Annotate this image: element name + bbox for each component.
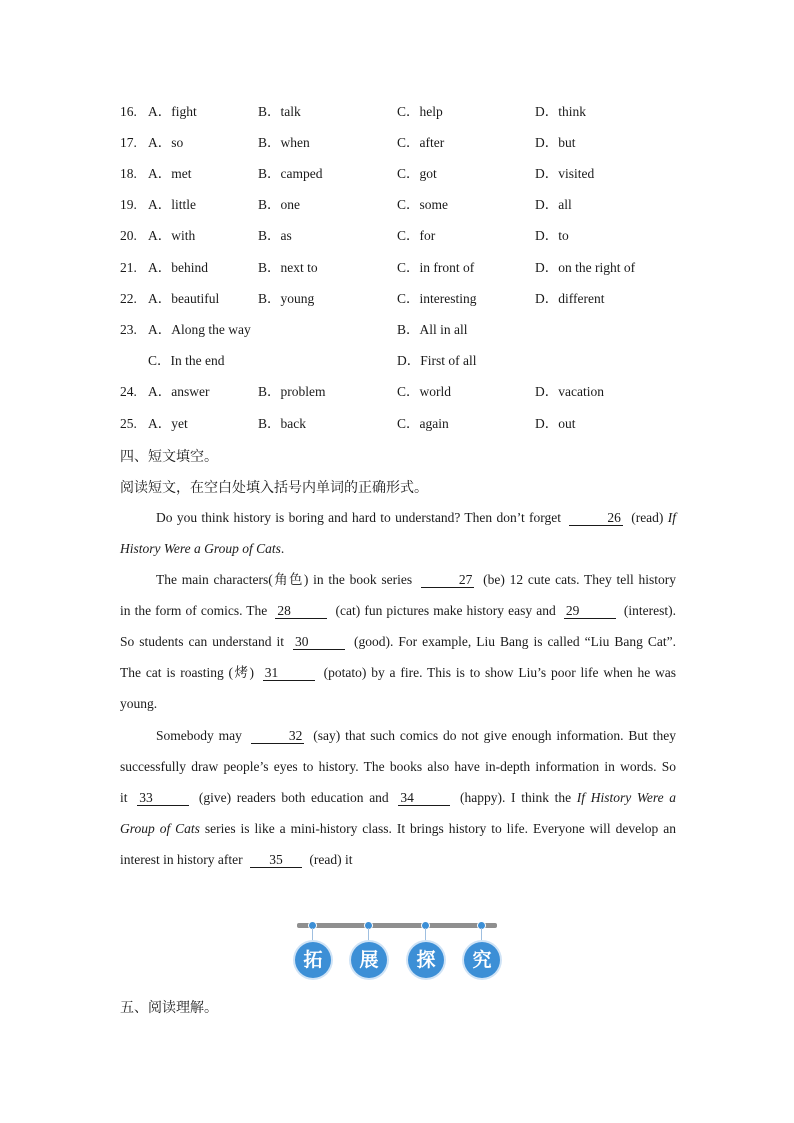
option-a: A．answer [148, 384, 210, 399]
text: (read) [631, 510, 664, 525]
option-c: C．In the end [148, 353, 225, 368]
text: . [280, 541, 285, 556]
text: (good). For example, Liu Bang is called “Liu Bang Cat”. [353, 634, 677, 649]
question-number: 20. [120, 228, 137, 243]
section-5-title: 五、阅读理解。 [120, 1000, 218, 1016]
blank-27[interactable]: 27 [421, 573, 475, 588]
option-a: A．yet [148, 416, 188, 431]
option-b: B．young [258, 291, 315, 306]
text: (read) it [309, 852, 353, 867]
text: series is like a mini-history class. It brings history to life. Everyone will develop an [204, 821, 676, 836]
question-number: 21. [120, 260, 137, 275]
option-b: B．one [258, 197, 300, 212]
blank-32[interactable]: 32 [251, 729, 305, 744]
option-b: B．problem [258, 384, 326, 399]
option-b: B．as [258, 228, 292, 243]
book-title-italic: If [667, 510, 677, 525]
paragraph-1 [120, 502, 676, 564]
book-title-italic: If History Were a [576, 790, 677, 805]
badge-char: 究 [464, 942, 500, 978]
option-d: D．to [535, 228, 569, 243]
option-a: A．behind [148, 260, 208, 275]
option-d: D．on the right of [535, 260, 636, 275]
option-c: C．for [397, 228, 436, 243]
text: (interest). [623, 603, 677, 618]
option-a: A．with [148, 228, 196, 243]
banner-bar [297, 923, 497, 928]
question-number: 25. [120, 416, 137, 431]
paragraph-3 [120, 720, 676, 875]
option-b: B．All in all [397, 322, 468, 337]
option-d: D．but [535, 135, 576, 150]
option-c: C．again [397, 416, 449, 431]
blank-34[interactable]: 34 [398, 791, 450, 806]
text: (happy). I think the [460, 790, 572, 805]
paragraph-2 [120, 564, 676, 719]
option-c: C．in front of [397, 260, 475, 275]
option-c: C．interesting [397, 291, 477, 306]
option-b: B．talk [258, 104, 301, 119]
badge-char: 展 [351, 942, 387, 978]
banner-stem [481, 928, 482, 943]
book-title-italic: Group of Cats [120, 821, 200, 836]
section-4-instruction: 阅读短文，在空白处填入括号内单词的正确形式。 [120, 480, 428, 496]
option-c: C．world [397, 384, 451, 399]
blank-33[interactable]: 33 [137, 791, 189, 806]
option-d: D．visited [535, 166, 595, 181]
text: it [120, 790, 128, 805]
option-d: D．different [535, 291, 605, 306]
banner-stem [312, 928, 313, 943]
blank-26[interactable]: 26 [569, 511, 623, 526]
badge-char: 拓 [295, 942, 331, 978]
text: (be) 12 cute cats. They tell history [483, 572, 677, 587]
option-a: A．Along the way [148, 322, 251, 337]
text: Somebody may [156, 728, 242, 743]
option-d: D．vacation [535, 384, 604, 399]
option-d: D．First of all [397, 353, 477, 368]
extension-badge-banner [295, 920, 501, 980]
text: The main characters(角色) in the book series [156, 572, 413, 587]
option-c: C．got [397, 166, 437, 181]
question-number: 17. [120, 135, 137, 150]
option-a: A．so [148, 135, 184, 150]
option-b: B．camped [258, 166, 323, 181]
section-4-title: 四、短文填空。 [120, 449, 218, 465]
blank-30[interactable]: 30 [293, 635, 345, 650]
question-number: 23. [120, 322, 137, 337]
option-b: B．when [258, 135, 310, 150]
text: (cat) fun pictures make history easy and [335, 603, 556, 618]
text: Do you think history is boring and hard to understand? Then don’t forget [156, 510, 562, 525]
text: successfully draw people’s eyes to history. The books also have in-depth information in words. So [120, 759, 676, 774]
question-number: 18. [120, 166, 137, 181]
option-b: B．back [258, 416, 306, 431]
text: (potato) by a fire. This is to show Liu’s poor life when he was [323, 665, 677, 680]
blank-28[interactable]: 28 [275, 604, 327, 619]
option-c: C．after [397, 135, 445, 150]
text: in the form of comics. The [120, 603, 268, 618]
banner-stem [368, 928, 369, 943]
text: So students can understand it [120, 634, 284, 649]
option-c: C．help [397, 104, 443, 119]
option-d: D．think [535, 104, 587, 119]
text: (give) readers both education and [198, 790, 389, 805]
blank-35[interactable]: 35 [250, 853, 302, 868]
option-a: A．met [148, 166, 192, 181]
option-a: A．little [148, 197, 196, 212]
question-number: 24. [120, 384, 137, 399]
option-a: A．beautiful [148, 291, 220, 306]
option-d: D．out [535, 416, 576, 431]
option-b: B．next to [258, 260, 318, 275]
option-c: C．some [397, 197, 449, 212]
book-title-italic: History Were a Group of Cats [120, 541, 281, 556]
badge-char: 探 [408, 942, 444, 978]
text: (say) that such comics do not give enough information. But they [313, 728, 677, 743]
question-number: 19. [120, 197, 137, 212]
question-number: 22. [120, 291, 137, 306]
blank-29[interactable]: 29 [564, 604, 616, 619]
question-number: 16. [120, 104, 137, 119]
option-a: A．fight [148, 104, 197, 119]
text: interest in history after [120, 852, 243, 867]
banner-stem [425, 928, 426, 943]
blank-31[interactable]: 31 [263, 666, 315, 681]
text: young. [120, 696, 158, 711]
text: The cat is roasting (烤) [120, 665, 254, 680]
option-d: D．all [535, 197, 572, 212]
